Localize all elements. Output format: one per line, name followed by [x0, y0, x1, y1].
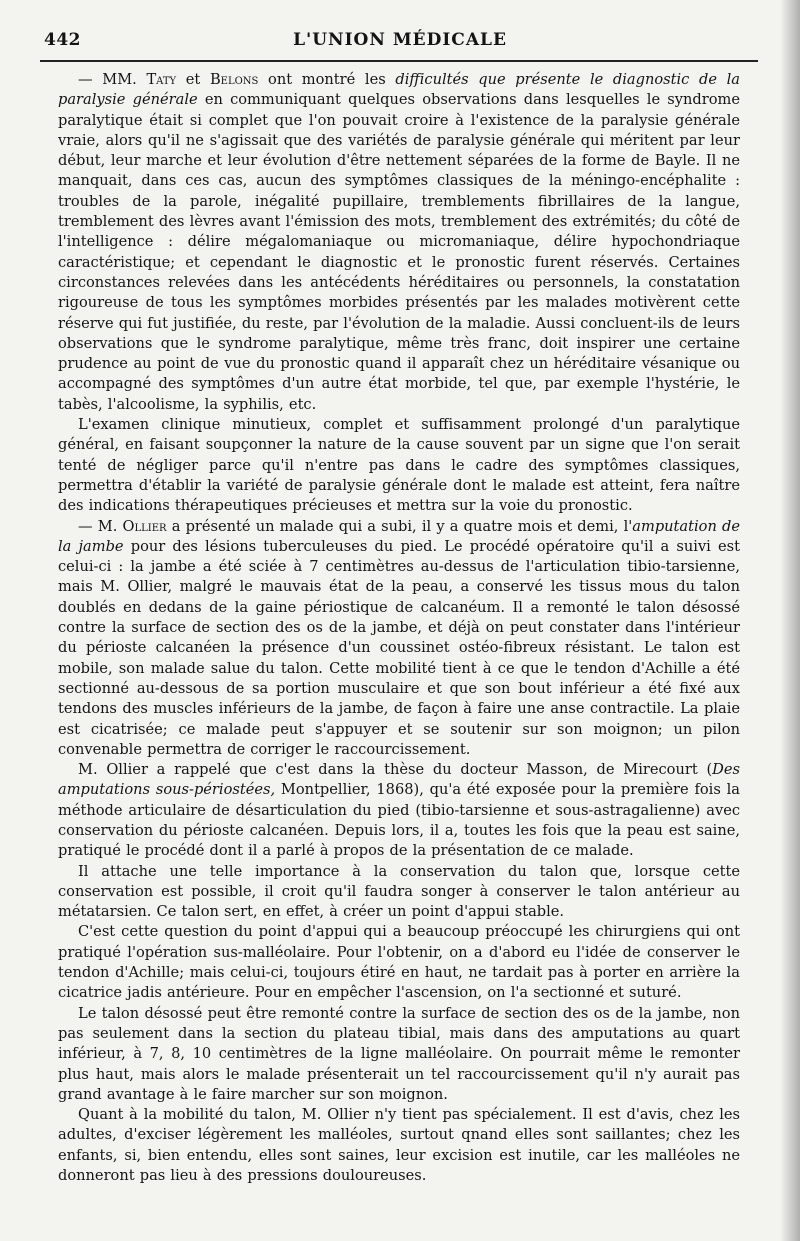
paragraph-examen-clinique: L'examen clinique minutieux, complet et suffisamment prolongé d'un paralytique général, en faisant soupçonner la nature de la cause souvent par un signe que l'on serait tenté de négliger parce qu'il n'entre pas dans le cadre des symptômes classiques, permettra d'établir la variété de paralysie générale dont le malade est atteint, fera naître des indications thérapeutiques précieuses et mettra sur la voie du pronostic.: [58, 416, 740, 515]
italic-phrase: difficultés que présente le diagnostic de la paralysie générale: [58, 71, 740, 109]
italic-title: Des amputations sous-périostées,: [58, 761, 740, 799]
paragraph-conservation-talon: Il attache une telle importance à la conservation du talon que, lorsque cette conservation est possible, il croit qu'il faudra songer à conserver le talon antérieur au métatarsien. Ce talon sert, en effet, à créer un point d'appui stable.: [58, 862, 740, 921]
paragraph-ollier-amputation: — M. Ollier a présenté un malade qui a subi, il y a quatre mois et demi, l'amputation de la jambe pour des lésions tuberculeuses du pied. Le procédé opératoire qu'il a suivi est celui-ci : la jambe a été sciée à 7 centimètres au-dessus de l'articulation tibio-tarsienne, mais M. Ollier, malgré le mauvais état de la peau, a conservé les tissus mous du talon doublés en dedans de la gaine périostique de calcanéum. Il a remonté le talon désossé contre la surface de section des os de la jambe, et déjà on peut constater dans l'intérieur du périoste calcanéen la présence d'un coussinet ostéo-fibreux résistant. Le talon est mobile, son malade salue du talon. Cette mobilité tient à ce que le tendon d'Achille a été sectionné au-dessous de sa portion musculaire et que son bout inférieur a été fixé aux tendons des muscles inférieurs de la jambe, de façon à faire une anse contractile. La plaie est cicatrisée; ce malade peut s'appuyer et se soutenir sur son moignon; un pilon convenable permettra de corriger le raccourcissement.: [58, 517, 740, 758]
page-header: [40, 28, 760, 56]
running-title: L'UNION MÉDICALE: [293, 30, 507, 50]
author-name: Ollier: [122, 517, 167, 535]
page-edge-shadow: [780, 0, 800, 1241]
paragraph-mobilite-talon: Quant à la mobilité du talon, M. Ollier n'y tient pas spécialement. Il est d'avis, chez les adultes, d'exciser légèrement les malléoles, surtout qnand elles sont saillantes; chez les enfants, si, bien entendu, elles sont saines, leur excision est inutile, car les malléoles ne donneront pas lieu à des pressions douloureuses.: [58, 1106, 740, 1185]
paragraph-talon-desosse: Le talon désossé peut être remonté contre la surface de section des os de la jambe, non pas seulement dans la section du plateau tibial, mais dans des amputations au quart inférieur, à 7, 8, 10 centimètres de la ligne malléolaire. On pourrait même le remonter plus haut, mais alors le malade présenterait un tel raccourcissement qu'il n'y aurait pas grand avantage à le faire marcher sur son moignon.: [58, 1004, 740, 1103]
author-name: Belons: [209, 71, 259, 88]
paragraph-taty-belons: — MM. Taty et Belons ont montré les difficultés que présente le diagnostic de la paralysie générale en communiquant quelques observations dans lesquelles le syndrome paralytique était si complet que l'on pouvait croire à l'existence de la paralysie générale vraie, alors qu'il ne s'agissait que des variétés de paralysie générale qui méritent par leur début, leur marche et leur évolution d'être nettement séparées de la forme de Bayle. Il ne manquait, dans ces cas, aucun des symptômes classiques de la méningo-encéphalite : troubles de la parole, inégalité pupillaire, tremblements fibrillaires de la langue, tremblement des lèvres avant l'émission des mots, tremblement des extrémités; du côté de l'intelligence : délire mégalomaniaque ou micromaniaque, délire hypochondriaque caractéristique; et cependant le diagnostic et le pronostic furent réservés. Certaines circonstances relevées dans les antécédents héréditaires ou personnels, la constatation rigoureuse de tous les symptômes morbides présentés par les malades motivèrent cette réserve qui fut justifiée, du reste, par l'évolution de la maladie. Aussi concluent-ils de leurs observations que le syndrome paralytique, même très franc, doit inspirer une certaine prudence au point de vue du pronostic quand il apparaît chez un héréditaire vésanique ou accompagné des symptômes d'un autre état morbide, tel que, par exemple l'hystérie, le tabès, l'alcoolisme, la syphilis, etc.: [58, 71, 741, 413]
paragraph-point-appui: C'est cette question du point d'appui qui a beaucoup préoccupé les chirurgiens qui ont pratiqué l'opération sus-malléolaire. Pour l'obtenir, on a d'abord eu l'idée de conserver le tendon d'Achille; mais celui-ci, toujours étiré en haut, ne tardait pas à porter en arrière la cicatrice jadis antérieure. Pour en empêcher l'ascension, on l'a sectionné et suturé.: [58, 923, 740, 1002]
paragraph-masson-these: M. Ollier a rappelé que c'est dans la thèse du docteur Masson, de Mirecourt (Des amputations sous-périostées, Montpellier, 1868), qu'a été exposée pour la première fois la méthode articulaire de désarticulation du pied (tibio-tarsienne et sous-astragalienne) avec conservation du périoste calcanéen. Depuis lors, il a, toutes les fois que la peau est saine, pratiqué le procédé dont il a parlé à propos de la présentation de ce malade.: [58, 761, 740, 860]
italic-phrase: amputation de la jambe: [58, 517, 740, 555]
page-number: 442: [44, 30, 81, 50]
header-rule: [40, 60, 758, 62]
author-name: Taty: [146, 71, 177, 88]
article-body: [58, 70, 740, 1186]
